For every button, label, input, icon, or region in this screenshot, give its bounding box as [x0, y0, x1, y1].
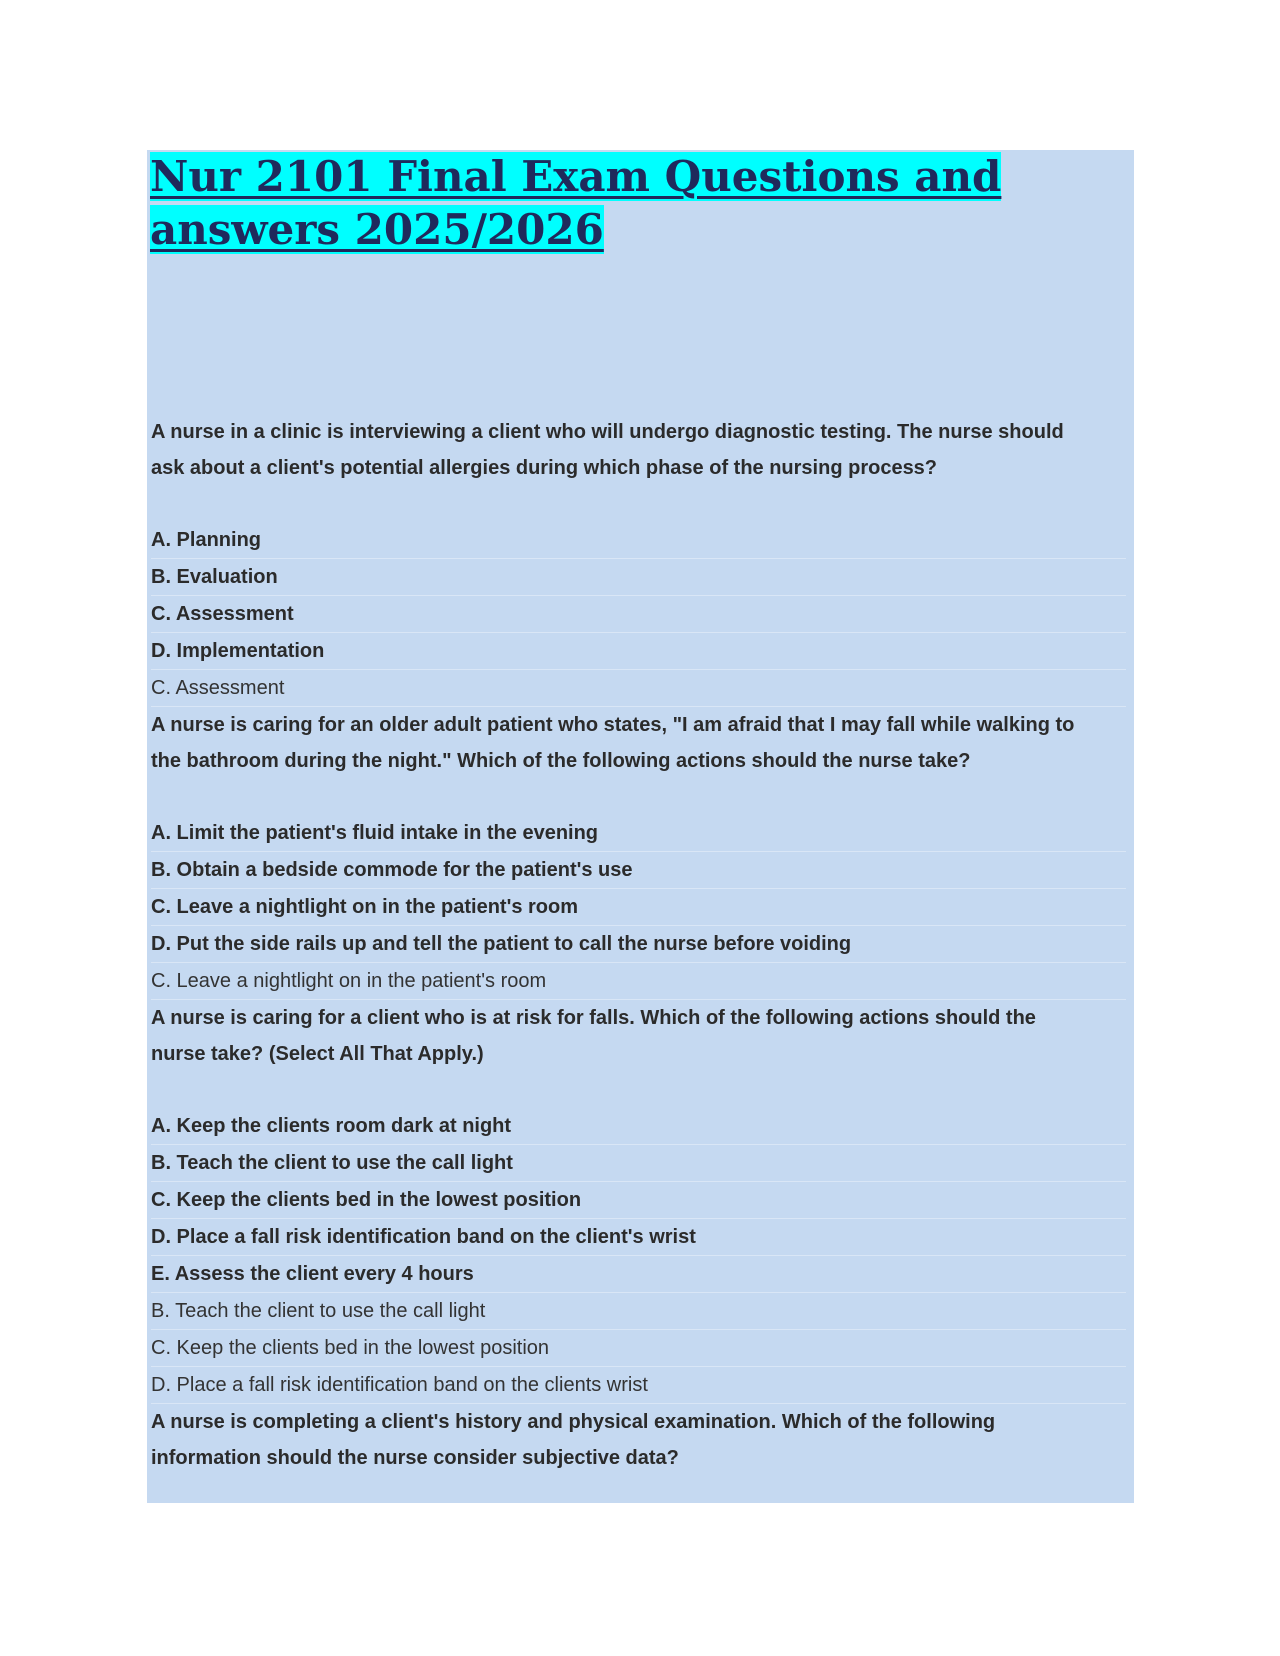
answer-option: A. Limit the patient's fluid intake in the evening	[151, 815, 1126, 852]
answer-option: C. Leave a nightlight on in the patient's room	[151, 889, 1126, 926]
answer-option: D. Place a fall risk identification band on the client's wrist	[151, 1219, 1126, 1256]
question-stem	[151, 1404, 1126, 1476]
question-stem-line: A nurse is caring for an older adult patient who states, "I am afraid that I may fall while walking to	[151, 714, 1075, 736]
blank-line	[151, 486, 1126, 522]
answer-option: C. Keep the clients bed in the lowest position	[151, 1182, 1126, 1219]
answer-option: C. Assessment	[151, 596, 1126, 633]
question-stem-line: A nurse is caring for a client who is at risk for falls. Which of the following actions should the	[151, 1007, 1036, 1029]
answer-option: B. Teach the client to use the call light	[151, 1145, 1126, 1182]
question-list	[151, 414, 1126, 1476]
document-title	[150, 150, 1110, 256]
question-stem	[151, 414, 1126, 486]
answer-option: D. Put the side rails up and tell the patient to call the nurse before voiding	[151, 926, 1126, 963]
question-stem-line: the bathroom during the night." Which of the following actions should the nurse take?	[151, 750, 971, 772]
question-stem	[151, 707, 1126, 779]
answer-option: B. Obtain a bedside commode for the patient's use	[151, 852, 1126, 889]
correct-answer: C. Assessment	[151, 670, 1126, 707]
blank-line	[151, 1072, 1126, 1108]
answer-option: A. Keep the clients room dark at night	[151, 1108, 1126, 1145]
document-title-text: Nur 2101 Final Exam Questions and answers 2025/2026	[150, 152, 1002, 254]
question-stem-line: A nurse is completing a client's history and physical examination. Which of the following	[151, 1411, 996, 1433]
correct-answer: D. Place a fall risk identification band on the clients wrist	[151, 1367, 1126, 1404]
answer-option: D. Implementation	[151, 633, 1126, 670]
question-stem-line: ask about a client's potential allergies during which phase of the nursing process?	[151, 457, 938, 479]
blank-line	[151, 779, 1126, 815]
question-stem	[151, 1000, 1126, 1072]
question-stem-line: A nurse in a clinic is interviewing a client who will undergo diagnostic testing. The nurse should	[151, 421, 1064, 443]
correct-answer: B. Teach the client to use the call light	[151, 1293, 1126, 1330]
question-stem-line: nurse take? (Select All That Apply.)	[151, 1043, 484, 1065]
question-stem-line: information should the nurse consider subjective data?	[151, 1447, 679, 1469]
answer-option: A. Planning	[151, 522, 1126, 559]
answer-option: B. Evaluation	[151, 559, 1126, 596]
answer-option: E. Assess the client every 4 hours	[151, 1256, 1126, 1293]
correct-answer: C. Keep the clients bed in the lowest position	[151, 1330, 1126, 1367]
correct-answer: C. Leave a nightlight on in the patient's room	[151, 963, 1126, 1000]
